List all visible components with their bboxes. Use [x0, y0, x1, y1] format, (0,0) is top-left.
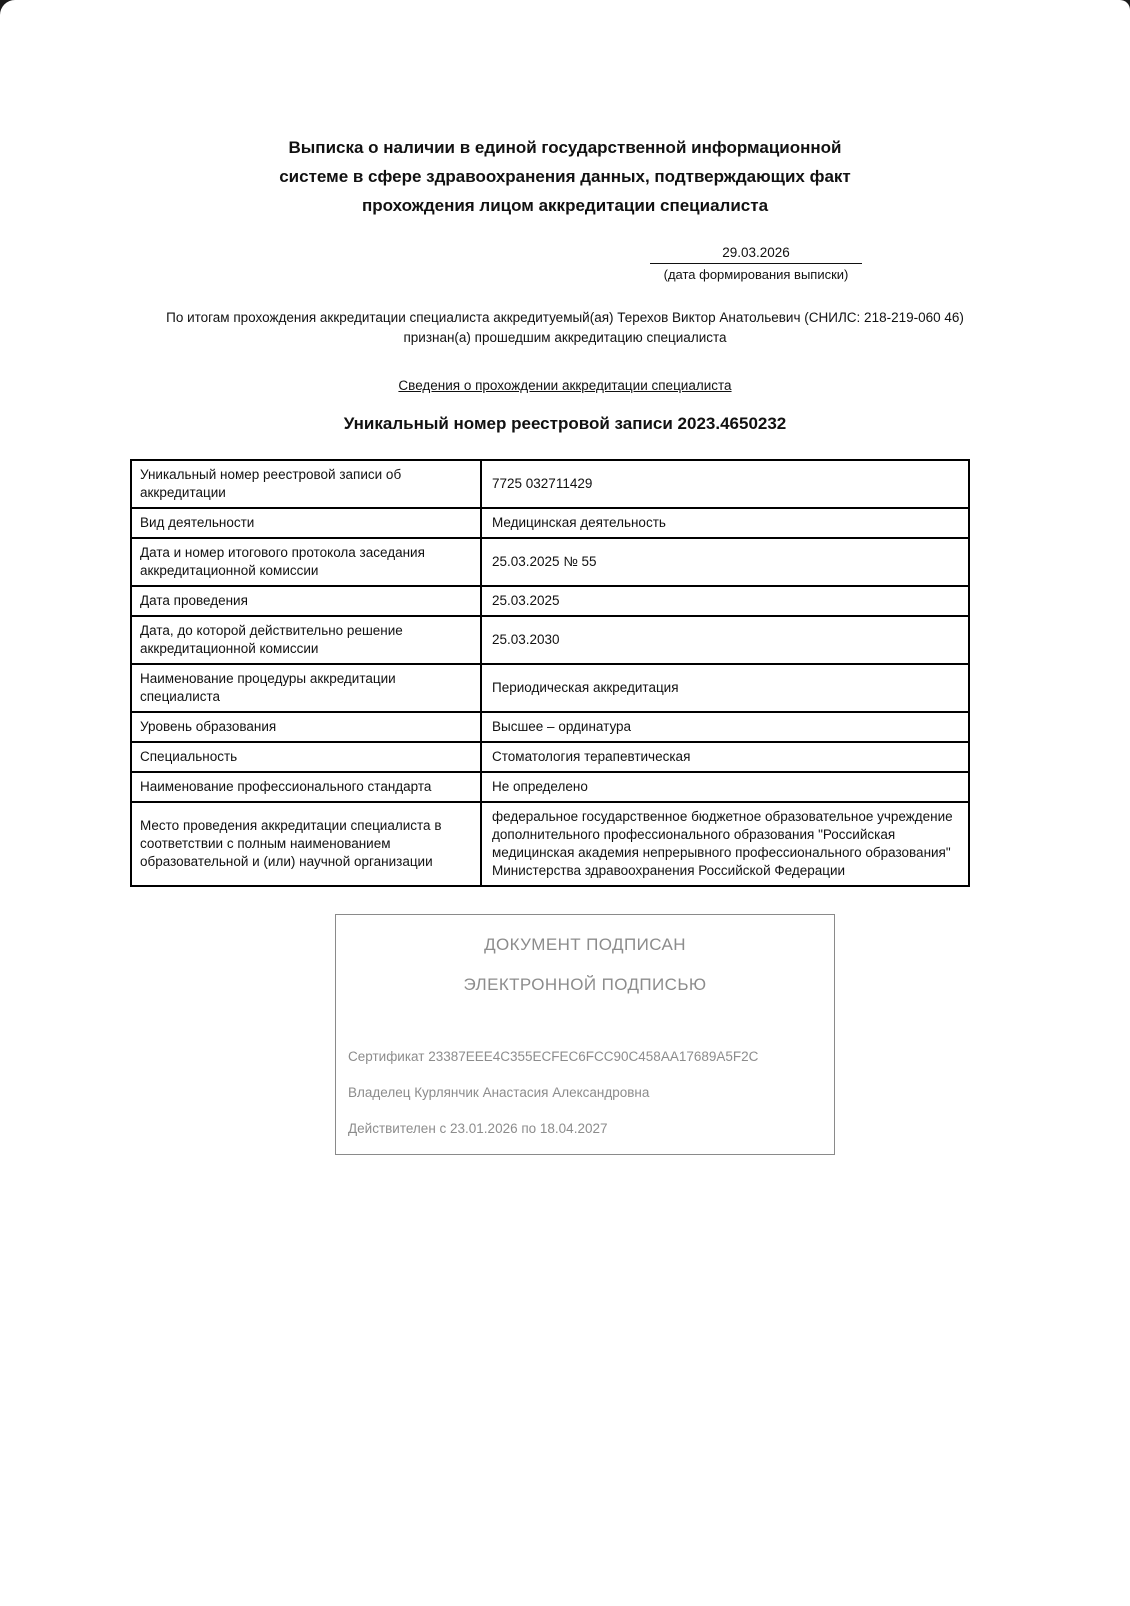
registry-number-heading: Уникальный номер реестровой записи 2023.4650232: [343, 414, 787, 433]
table-row: [131, 802, 969, 886]
row-label: Наименование процедуры аккредитации специалиста: [131, 664, 481, 712]
row-value: Периодическая аккредитация: [481, 664, 969, 712]
signature-stamp-header-line1: ДОКУМЕНТ ПОДПИСАН: [484, 935, 686, 954]
row-value: 25.03.2025: [481, 586, 969, 616]
signature-stamp-details: [348, 1049, 822, 1136]
table-row: [131, 616, 969, 664]
table-row: [131, 664, 969, 712]
row-label: Вид деятельности: [131, 508, 481, 538]
extract-date-caption: (дата формирования выписки): [663, 267, 849, 282]
row-value: 25.03.2030: [481, 616, 969, 664]
electronic-signature-stamp: [335, 914, 835, 1155]
table-row: [131, 508, 969, 538]
table-row: [131, 460, 969, 508]
table-row: [131, 586, 969, 616]
extract-date-value: 29.03.2026: [650, 245, 862, 264]
signature-validity: Действителен с 23.01.2026 по 18.04.2027: [348, 1121, 608, 1136]
signature-stamp-header: [348, 925, 822, 1005]
row-value: 7725 032711429: [481, 460, 969, 508]
row-value: федеральное государственное бюджетное образовательное учреждение дополнительного профессионального образования "Российская медицинская академия непрерывного профессионального образования" Министерства здравоохранения Российской Федерации: [481, 802, 969, 886]
extract-date-block: [650, 245, 862, 282]
table-row: [131, 772, 969, 802]
document-title: Выписка о наличии в единой государственной информационной системе в сфере здравоохранения данных, подтверждающих факт прохождения лицом аккредитации специалиста: [279, 138, 851, 215]
row-value: Высшее – ординатура: [481, 712, 969, 742]
table-row: [131, 742, 969, 772]
row-label: Дата проведения: [131, 586, 481, 616]
row-label: Дата, до которой действительно решение аккредитационной комиссии: [131, 616, 481, 664]
accreditation-details-table: [130, 459, 970, 887]
table-row: [131, 538, 969, 586]
row-label: Уникальный номер реестровой записи об аккредитации: [131, 460, 481, 508]
row-value: 25.03.2025 № 55: [481, 538, 969, 586]
row-value: Стоматология терапевтическая: [481, 742, 969, 772]
screenshot-corner-top-left: [0, 0, 15, 15]
row-value: Не определено: [481, 772, 969, 802]
row-label: Место проведения аккредитации специалиста в соответствии с полным наименованием образовательной и (или) научной организации: [131, 802, 481, 886]
row-label: Наименование профессионального стандарта: [131, 772, 481, 802]
row-label: Специальность: [131, 742, 481, 772]
signature-certificate: Сертификат 23387EEE4C355ECFEC6FCC90C458AA17689A5F2C: [348, 1049, 759, 1064]
signature-owner: Владелец Курлянчик Анастасия Александровна: [348, 1085, 650, 1100]
row-value: Медицинская деятельность: [481, 508, 969, 538]
row-label: Дата и номер итогового протокола заседания аккредитационной комиссии: [131, 538, 481, 586]
screenshot-corner-top-right: [1120, 0, 1130, 10]
accreditation-result-paragraph: По итогам прохождения аккредитации специалиста аккредитуемый(ая) Терехов Виктор Анатольевич (СНИЛС: 218-219-060 46) признан(а) прошедшим аккредитацию специалиста: [166, 310, 964, 345]
table-row: [131, 712, 969, 742]
row-label: Уровень образования: [131, 712, 481, 742]
section-heading: Сведения о прохождении аккредитации специалиста: [398, 378, 732, 393]
signature-stamp-header-line2: ЭЛЕКТРОННОЙ ПОДПИСЬЮ: [463, 975, 707, 994]
